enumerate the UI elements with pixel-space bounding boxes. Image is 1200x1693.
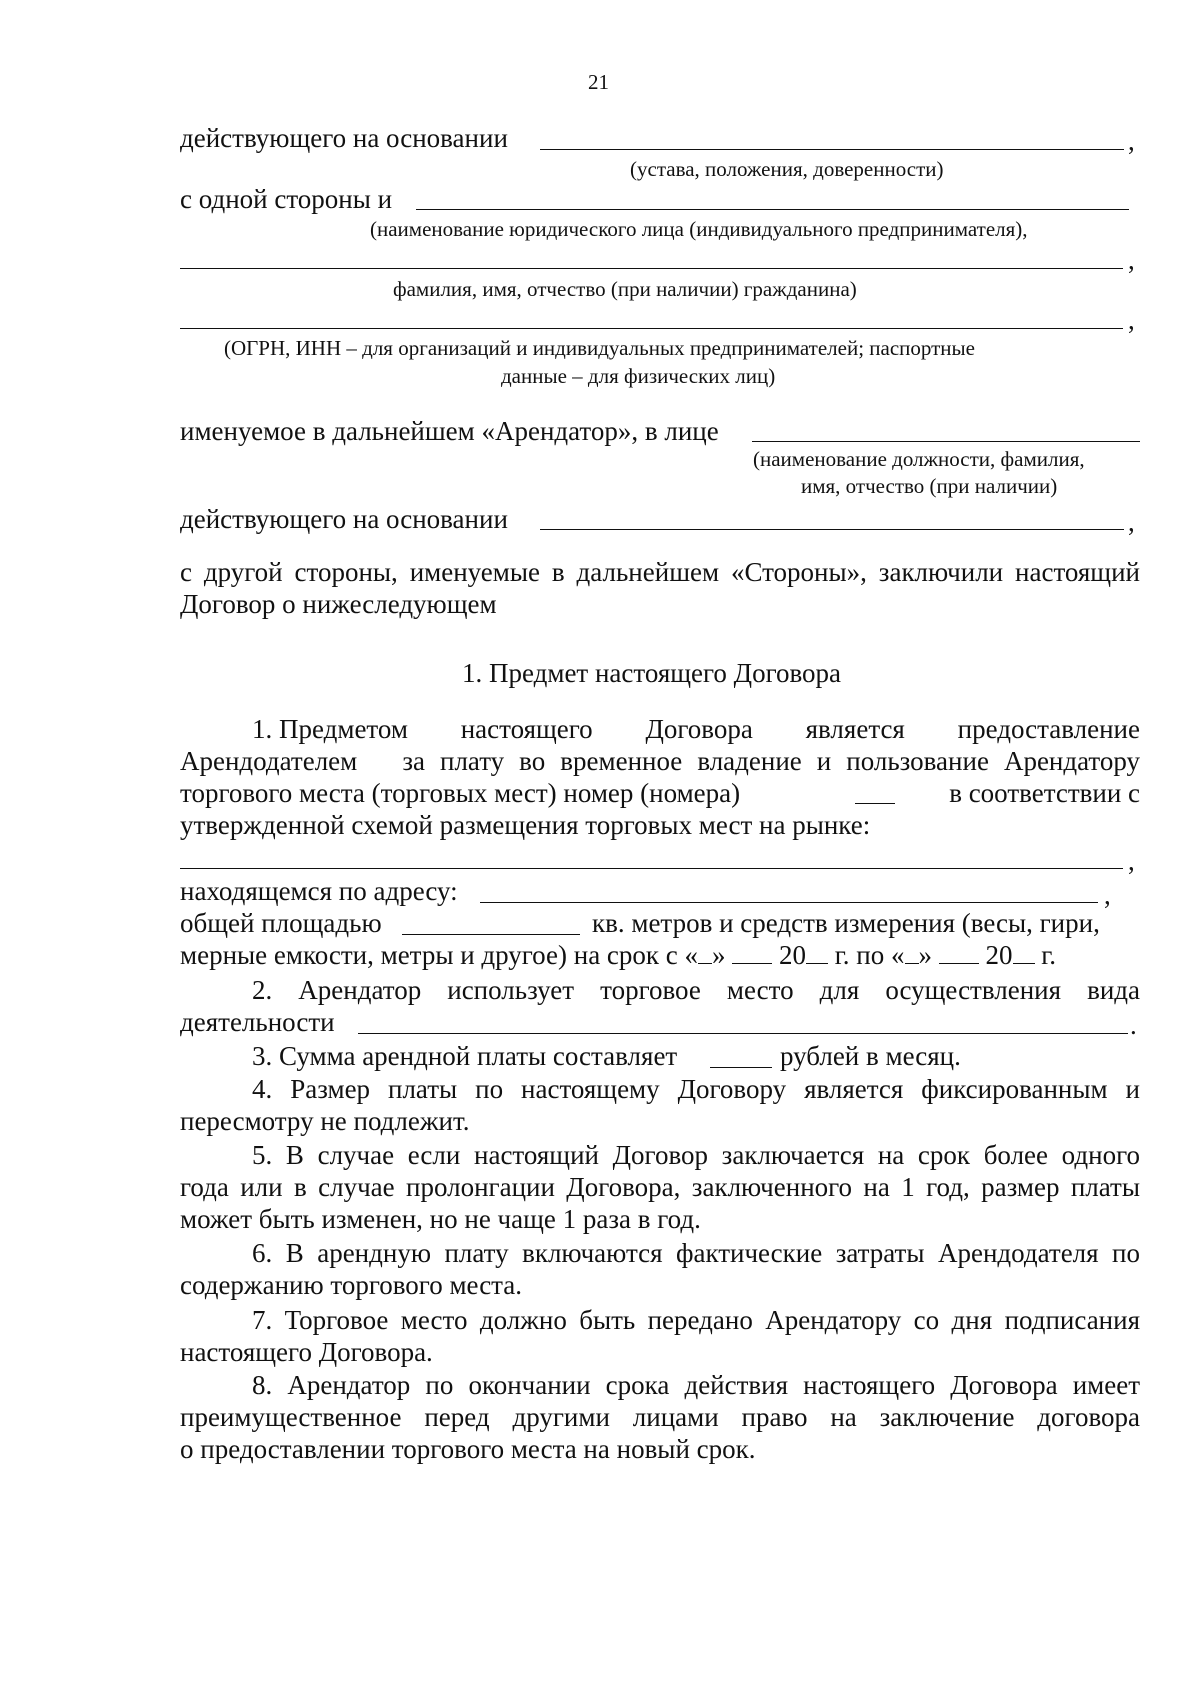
activity-blank-line[interactable] [358, 1033, 1128, 1034]
p1-line3-text: торгового места (торговых мест) номер (номера) [180, 778, 741, 808]
p4-line2: пересмотру не подлежит. [180, 1106, 470, 1136]
p3-text-end: рублей в месяц. [780, 1041, 961, 1071]
comma: , [1128, 126, 1135, 156]
p1-line1 [252, 714, 1140, 745]
scheme-blank-line[interactable] [180, 868, 1123, 869]
ids-blank-line[interactable] [180, 328, 1123, 329]
caption-basis: (устава, положения, доверенности) [630, 157, 944, 181]
p1-line4: утвержденной схемой размещения торговых мест на рынке: [180, 810, 871, 840]
term-text: г. [1041, 940, 1057, 970]
area-label: общей площадью [180, 908, 382, 938]
entity-continued-blank-line[interactable] [180, 268, 1123, 269]
term-text: г. по « [834, 940, 905, 970]
p7-line1: 7. Торговое место должно быть передано Арендатору со дня подписания [252, 1305, 1140, 1335]
p5-line2: года или в случае пролонгации Договора, заключенного на 1 год, размер платы [180, 1172, 1140, 1202]
p1-line3-text-end: в соответствии с [949, 778, 1140, 808]
acting-basis-label: действующего на основании [180, 504, 508, 534]
caption-position-line2: имя, отчество (при наличии) [801, 474, 1058, 498]
term-text: 20 [779, 940, 807, 970]
one-side-label: с одной стороны и [180, 184, 393, 214]
term-text: » [918, 940, 932, 970]
day-blank[interactable] [905, 943, 919, 964]
comma: , [1128, 305, 1135, 335]
year-blank[interactable] [1013, 943, 1035, 964]
comma: , [1128, 245, 1135, 275]
p1-word: настоящего [460, 714, 593, 744]
caption-ids-line1: (ОГРН, ИНН – для организаций и индивидуальных предпринимателей; паспортные [224, 336, 975, 360]
caption-citizen: фамилия, имя, отчество (при наличии) гражданина) [393, 277, 857, 301]
p1-word: 1. Предметом [252, 714, 408, 744]
rent-amount-blank[interactable] [710, 1067, 772, 1068]
p3-text: 3. Сумма арендной платы составляет [252, 1041, 678, 1071]
p6-line2: содержанию торгового места. [180, 1270, 523, 1300]
p8-line2: преимущественное перед другими лицами право на заключение договора [180, 1402, 1140, 1432]
p1-line2: Арендодателем за плату во временное владение и пользование Арендатору [180, 746, 1140, 776]
p5-line1: 5. В случае если настоящий Договор заключается на срок более одного [252, 1140, 1140, 1170]
comma: , [1104, 880, 1111, 910]
other-side-line2: Договор о нижеследующем [180, 589, 497, 619]
basis-blank-line[interactable] [540, 149, 1124, 150]
term-text: мерные емкости, метры и другое) на срок с « [180, 940, 699, 970]
p1-word: является [805, 714, 905, 744]
p7-line2: настоящего Договора. [180, 1337, 433, 1367]
address-label: находящемся по адресу: [180, 876, 458, 906]
section-heading: 1. Предмет настоящего Договора [462, 658, 842, 688]
p2-line1: 2. Арендатор использует торговое место для осуществления вида [252, 975, 1140, 1005]
term-line [180, 940, 1056, 971]
p8-line3: о предоставлении торгового места на новый срок. [180, 1434, 756, 1464]
p6-line1: 6. В арендную плату включаются фактические затраты Арендодателя по [252, 1238, 1140, 1268]
p5-line3: может быть изменен, но не чаще 1 раза в год. [180, 1204, 701, 1234]
comma: , [1128, 846, 1135, 876]
entity-blank-line[interactable] [416, 209, 1129, 210]
year-blank[interactable] [806, 943, 828, 964]
acting-basis-label: действующего на основании [180, 123, 508, 153]
p1-word: предоставление [957, 714, 1140, 744]
caption-entity: (наименование юридического лица (индивидуального предпринимателя), [370, 217, 1028, 241]
representative-blank-line[interactable] [752, 441, 1140, 442]
place-number-blank[interactable] [855, 803, 895, 804]
other-side-line1: с другой стороны, именуемые в дальнейшем «Стороны», заключили настоящий [180, 557, 1140, 587]
basis-blank-line-2[interactable] [540, 529, 1124, 530]
p1-word: Договора [645, 714, 753, 744]
p8-line1: 8. Арендатор по окончании срока действия настоящего Договора имеет [252, 1370, 1140, 1400]
area-rest: кв. метров и средств измерения (весы, гири, [592, 908, 1100, 938]
tenant-named-label: именуемое в дальнейшем «Арендатор», в лице [180, 416, 719, 446]
page-number: 21 [588, 70, 609, 94]
p4-line1: 4. Размер платы по настоящему Договору является фиксированным и [252, 1074, 1140, 1104]
month-blank[interactable] [732, 943, 772, 964]
period: . [1130, 1010, 1137, 1040]
month-blank[interactable] [939, 943, 979, 964]
term-text: 20 [985, 940, 1013, 970]
term-text: » [712, 940, 726, 970]
caption-ids-line2: данные – для физических лиц) [501, 364, 776, 388]
address-blank-line[interactable] [480, 902, 1098, 903]
p2-line2: деятельности [180, 1007, 335, 1037]
caption-position-line1: (наименование должности, фамилия, [753, 447, 1085, 471]
area-blank-line[interactable] [402, 934, 580, 935]
day-blank[interactable] [698, 943, 712, 964]
comma: , [1128, 507, 1135, 537]
